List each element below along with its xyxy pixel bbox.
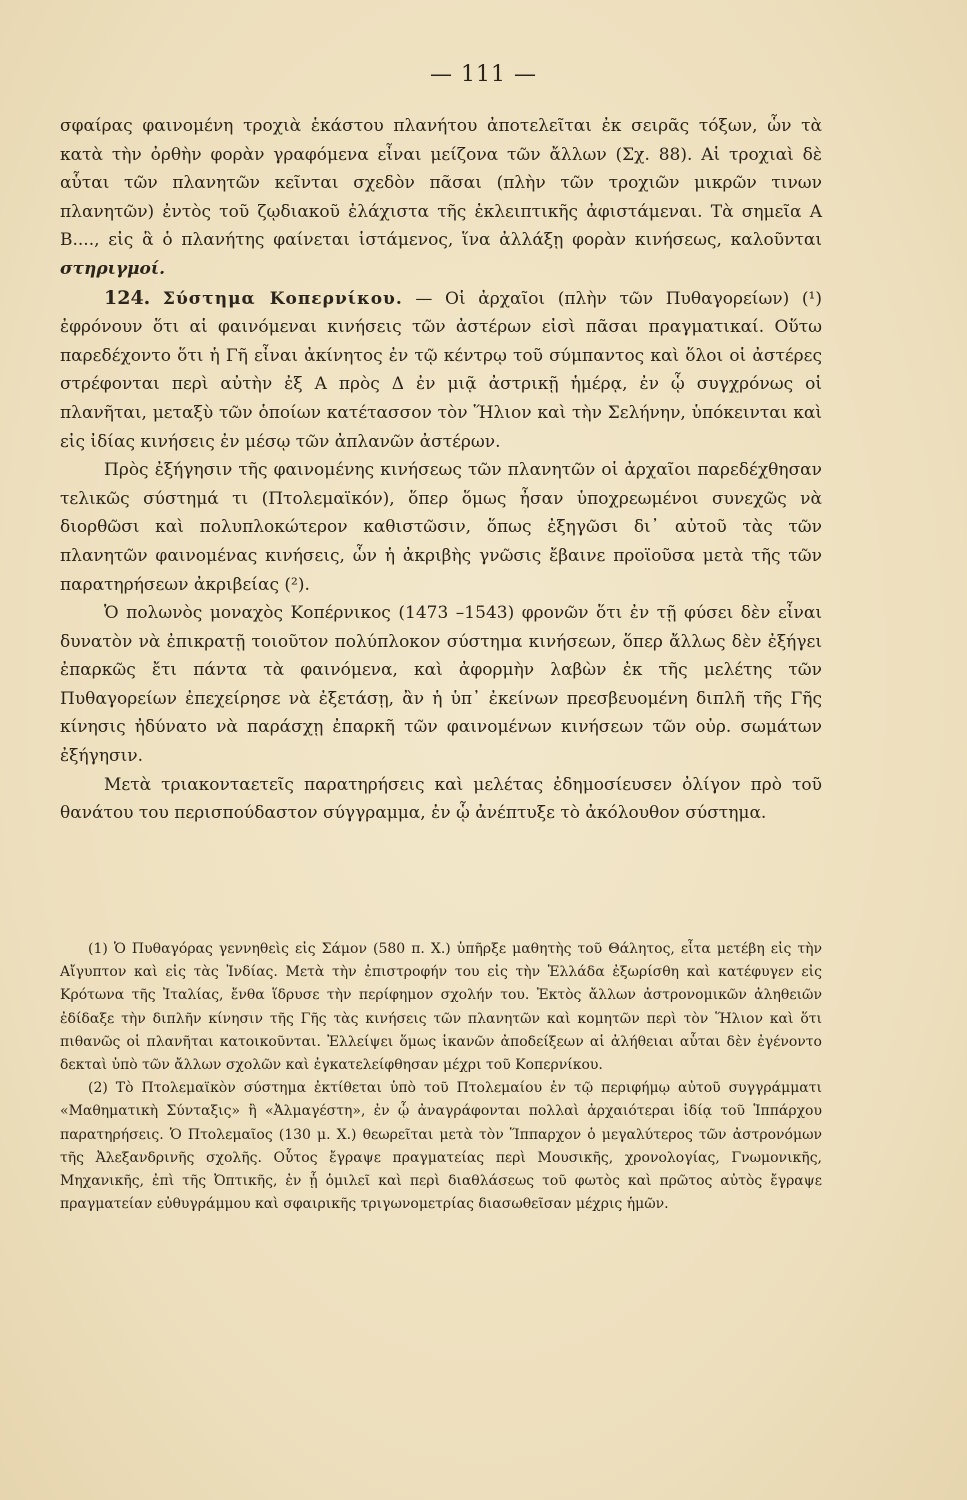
- section-title: Σύστημα Κοπερνίκου.: [162, 288, 403, 309]
- section-number: 124.: [104, 286, 151, 309]
- footnote-2: (2) Τὸ Πτολεμαϊκὸν σύστημα ἐκτίθεται ὑπὸ τοῦ Πτολεμαίου ἐν τῷ περιφήμῳ αὐτοῦ συγγράμματι «Μαθηματικὴ Σύνταξις» ἢ «Ἀλμαγέστη», ἐν ᾧ ἀναγράφονται πολλαὶ ἀρχαιότεραι ἰδίᾳ τοῦ Ἱππάρχου παρατηρήσεις. Ὁ Πτολεμαῖος (130 μ. Χ.) θεωρεῖται μετὰ τὸν Ἵππαρχον ὁ μεγαλύτερος τῶν ἀστρονόμων τῆς Ἀλεξανδρινῆς σχολῆς. Οὗτος ἔγραψε πραγματείας περὶ Μουσικῆς, χρονολογίας, Γνωμονικῆς, Μηχανικῆς, ἐπὶ τῆς Ὀπτικῆς, ἐν ᾗ ὁμιλεῖ καὶ περὶ διαθλάσεως τοῦ φωτὸς καὶ πρῶτος αὐτὸς ἔγραψε πραγματείαν εὐθυγράμμου καὶ σφαιρικῆς τριγωνομετρίας διασωθεῖσαν μέχρις ἡμῶν.: [60, 1080, 822, 1213]
- paragraph-copernicus: Ὁ πολωνὸς μοναχὸς Κοπέρνικος (1473 –1543) φρονῶν ὅτι ἐν τῇ φύσει δὲν εἶναι δυνατὸν νὰ ἐπικρατῇ τοιοῦτον πολύπλοκον σύστημα κινήσεων, ὅπερ ἄλλως δὲν ἐξήγει ἐπαρκῶς ἔτι πάντα τὰ φαινόμενα, καὶ ἀφορμὴν λαβὼν ἐκ τῆς μελέτης τῶν Πυθαγορείων ἐπεχείρησε νὰ ἐξετάσῃ, ἂν ἡ ὑπ᾽ ἐκείνων πρεσβευομένη διπλῆ τῆς Γῆς κίνησις ἠδύνατο νὰ παράσχῃ ἐπαρκῆ τῶν φαινομένων κινήσεων τῶν οὐρ. σωμάτων ἐξήγησιν.: [60, 603, 822, 767]
- term-stirigmoi: στηριγμοί.: [60, 258, 166, 279]
- paragraph-section-124: [60, 284, 822, 457]
- paragraph-continuation: [60, 112, 822, 284]
- footnote-1: (1) Ὁ Πυθαγόρας γεννηθεὶς εἰς Σάμον (580 π. Χ.) ὑπῆρξε μαθητὴς τοῦ Θάλητος, εἶτα μετέβη εἰς τὴν Αἴγυπτον καὶ εἰς τὰς Ἰνδίας. Μετὰ τὴν ἐπιστροφήν του εἰς τὴν Ἑλλάδα ἐξωρίσθη καὶ κατέφυγεν εἰς Κρότωνα τῆς Ἰταλίας, ἔνθα ἵδρυσε τὴν περίφημον σχολήν του. Ἐκτὸς ἄλλων ἀστρονομικῶν ἀληθειῶν ἐδίδαξε τὴν διπλῆν κίνησιν τῆς Γῆς τὰς κινήσεις τῶν πλανητῶν καὶ κομητῶν περὶ τὸν Ἥλιον καὶ ὅτι πιθανῶς οἱ πλανῆται κατοικοῦνται. Ἐλλείψει ὅμως ἱκανῶν ἀποδείξεων αἱ ἀλήθειαι αὗται δὲν ἐγένοντο δεκταὶ ὑπὸ τῶν ἄλλων σχολῶν καὶ ἐγκατελείφθησαν μέχρι τοῦ Κοπερνίκου.: [60, 941, 822, 1074]
- paragraph-publication: Μετὰ τριακονταετεῖς παρατηρήσεις καὶ μελέτας ἐδημοσίευσεν ὀλίγον πρὸ τοῦ θανάτου του περισπούδαστον σύγγραμμα, ἐν ᾧ ἀνέπτυξε τὸ ἀκόλουθον σύστημα.: [60, 774, 822, 824]
- footnotes: [60, 938, 822, 1216]
- paragraph-text: — Οἱ ἀρχαῖοι (πλὴν τῶν Πυθαγορείων) (¹) ἐφρόνουν ὅτι αἱ φαινόμεναι κινήσεις τῶν ἀστέρων εἰσὶ πᾶσαι πραγματικαί. Οὕτω παρεδέχοντο ὅτι ἡ Γῆ εἶναι ἀκίνητος ἐν τῷ κέντρῳ τοῦ σύμπαντος καὶ ὅλοι οἱ ἀστέρες στρέφονται περὶ αὐτὴν ἐξ Α πρὸς Δ ἐν μιᾷ ἀστρικῇ ἡμέρᾳ, ἐν ᾧ συγχρόνως οἱ πλανῆται, μεταξὺ τῶν ὁποίων κατέτασσον τὸν Ἥλιον καὶ τὴν Σελήνην, ὑπόκεινται καὶ εἰς ἰδίας κινήσεις ἐν μέσῳ τῶν ἀπλανῶν ἀστέρων.: [60, 288, 822, 452]
- paragraph-ptolemaic: Πρὸς ἐξήγησιν τῆς φαινομένης κινήσεως τῶν πλανητῶν οἱ ἀρχαῖοι παρεδέχθησαν τελικῶς σύστημά τι (Πτολεμαϊκόν), ὅπερ ὅμως ἦσαν ὑποχρεωμένοι συνεχῶς νὰ διορθῶσι καὶ πολυπλοκώτερον καθιστῶσιν, ὅπως ἐξηγῶσι δι᾽ αὐτοῦ τὰς τῶν πλανητῶν φαινομένας κινήσεις, ὧν ἡ ἀκριβὴς γνῶσις ἔβαινε προϊοῦσα μετὰ τῆς τῶν παρατηρήσεων ἀκριβείας (²).: [60, 460, 822, 595]
- main-text: [60, 112, 822, 828]
- paragraph-text: σφαίρας φαινομένη τροχιὰ ἑκάστου πλανήτου ἀποτελεῖται ἐκ σειρᾶς τόξων, ὧν τὰ κατὰ τὴν ὀρθὴν φορὰν γραφόμενα εἶναι μείζονα τῶν ἄλλων (Σχ. 88). Αἱ τροχιαὶ δὲ αὗται τῶν πλανητῶν κεῖνται σχεδὸν πᾶσαι (πλὴν τῶν τροχιῶν μικρῶν τινων πλανητῶν) ἐντὸς τοῦ ζῳδιακοῦ ἐλάχιστα τῆς ἐκλειπτικῆς ἀφιστάμεναι. Τὰ σημεῖα Α Β...., εἰς ἃ ὁ πλανήτης φαίνεται ἱστάμενος, ἵνα ἀλλάξῃ φορὰν κινήσεως, καλοῦνται: [60, 116, 822, 251]
- page-number: — 111 —: [430, 62, 537, 87]
